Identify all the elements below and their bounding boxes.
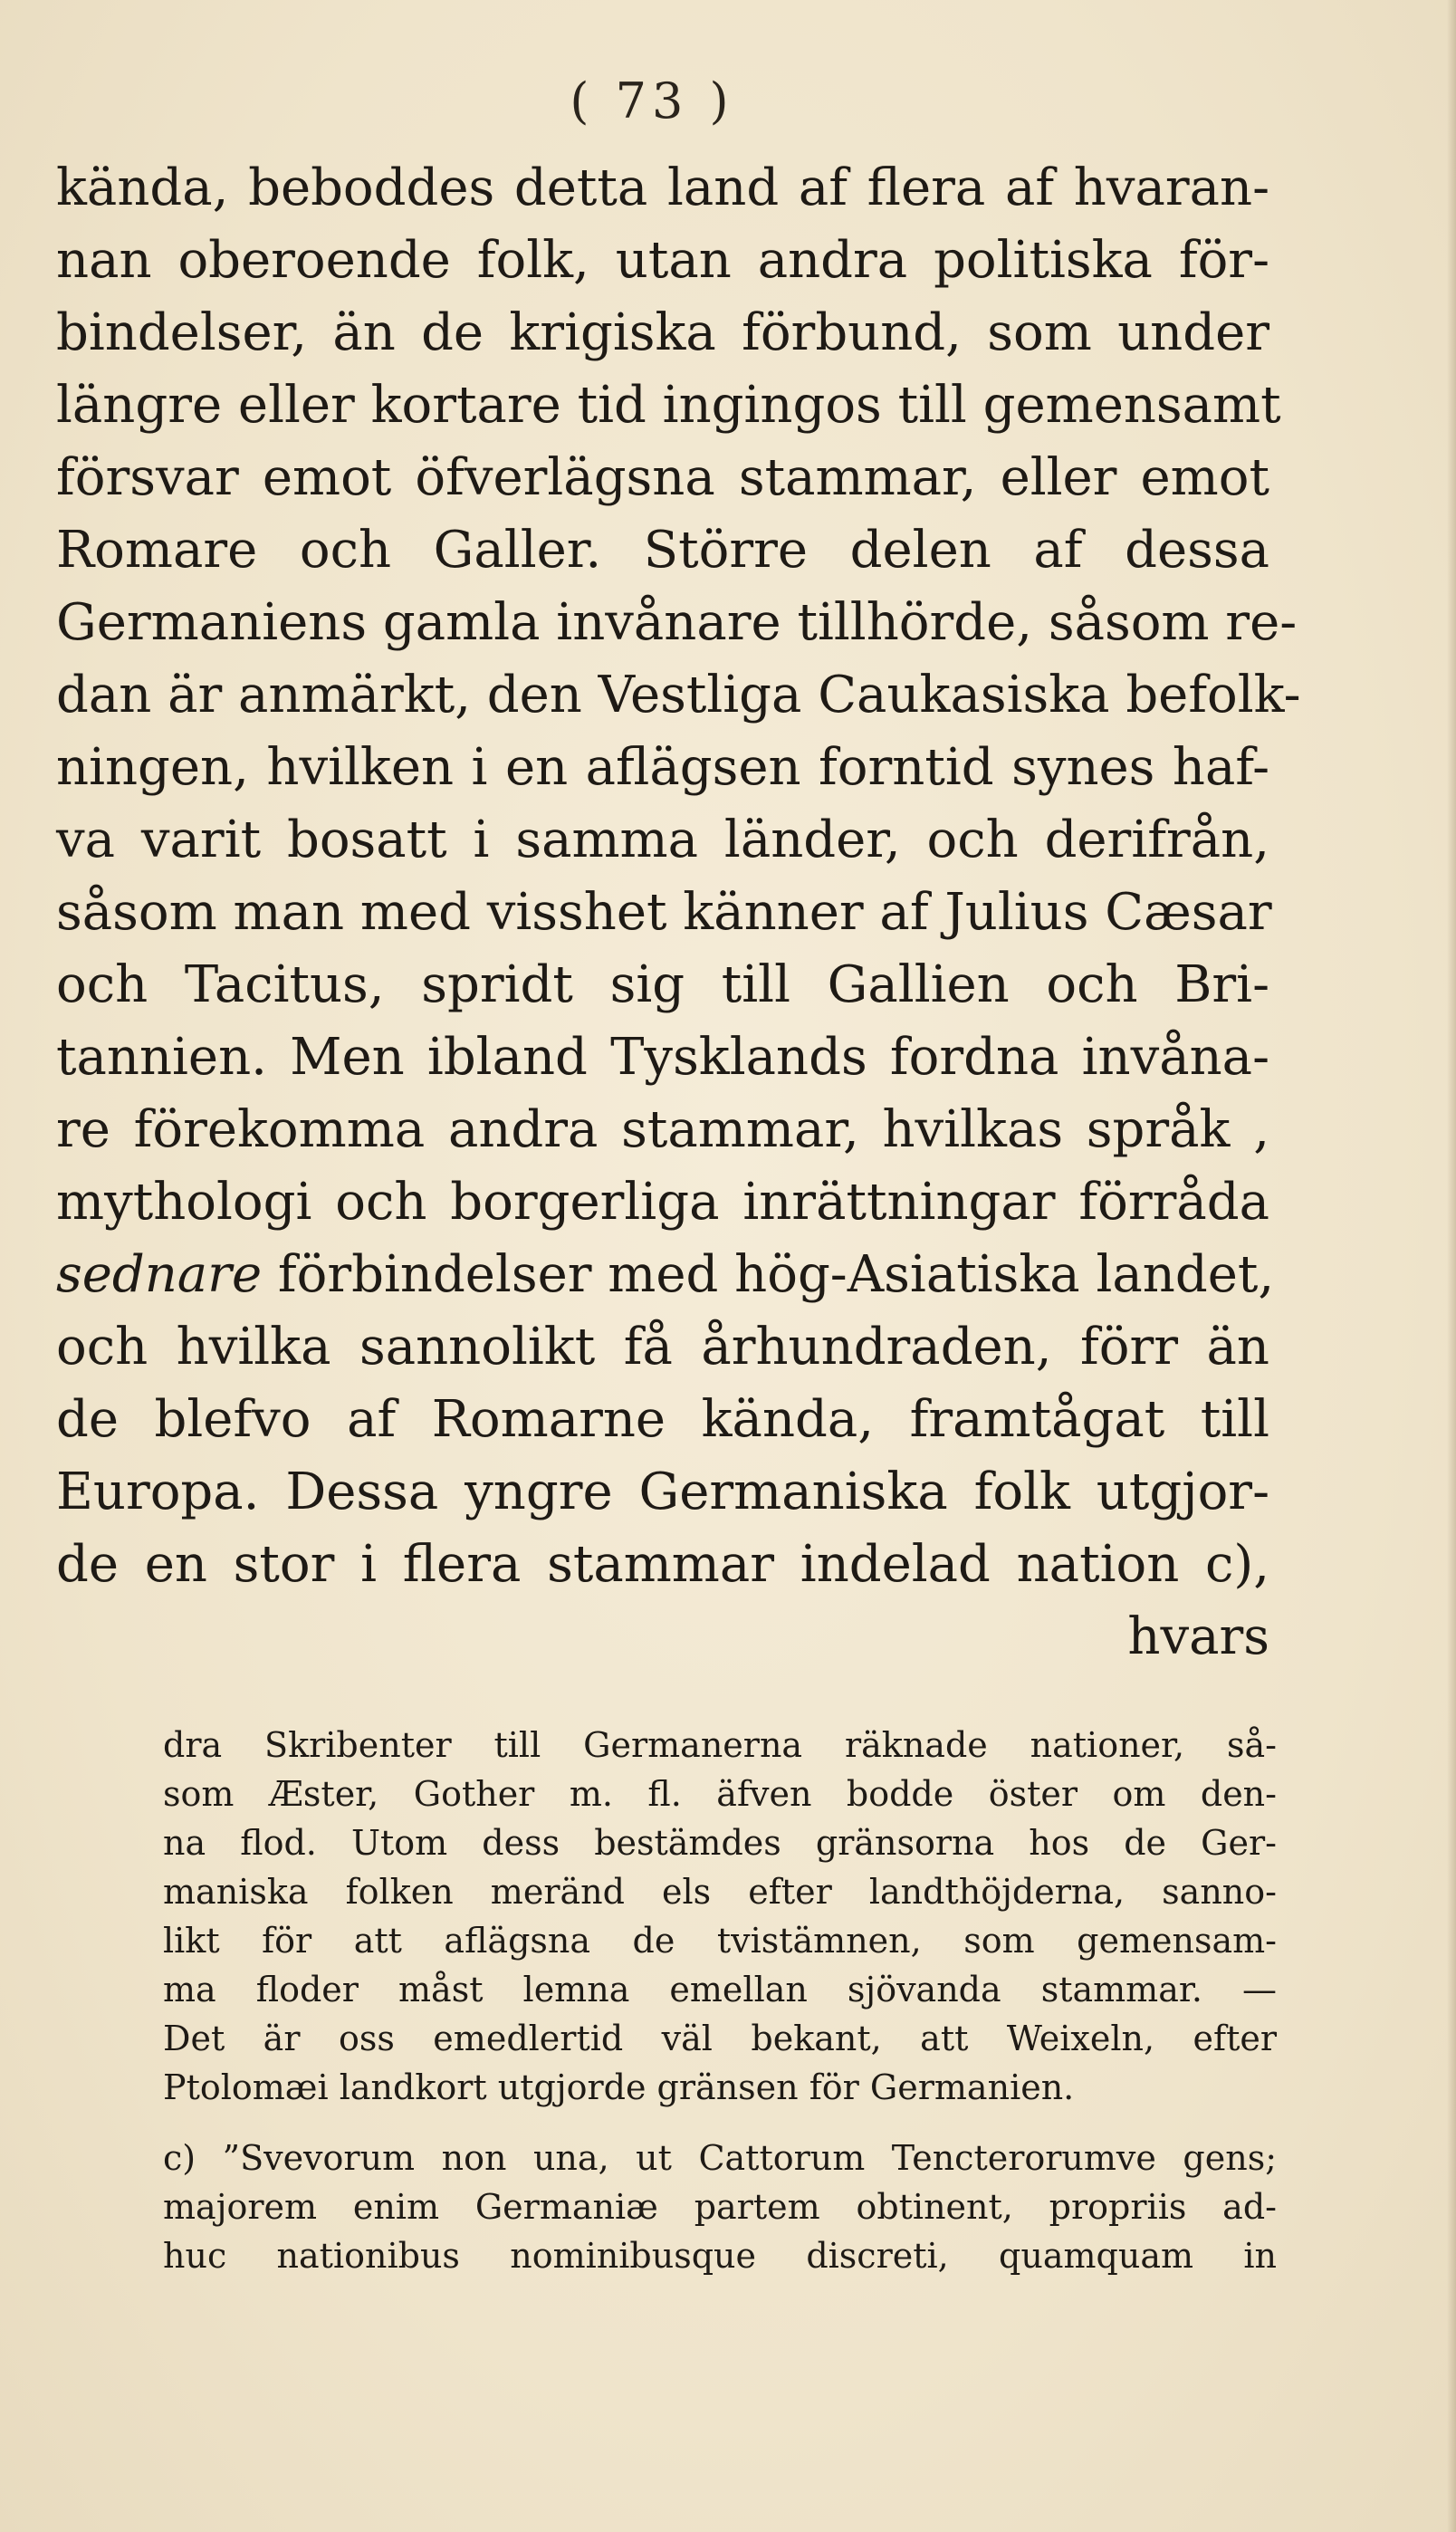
page-number: ( 73 ) <box>570 72 734 129</box>
text-line: tannien. Men ibland Tysklands fordna invåna- <box>56 1028 1269 1087</box>
footnotes-block <box>163 1721 1277 2280</box>
text-line: och Tacitus, spridt sig till Gallien och Bri- <box>56 955 1269 1014</box>
text-line: kända, beboddes detta land af flera af hvaran- <box>56 158 1269 217</box>
text-line: re förekomma andra stammar, hvilkas språk , <box>56 1100 1269 1159</box>
footnote-line: som Æster, Gother m. fl. äfven bodde öster om den- <box>163 1774 1277 1814</box>
footnote-line: ma floder måst lemna emellan sjövanda stammar. — <box>163 1970 1277 2009</box>
text-line: nan oberoende folk, utan andra politiska för- <box>56 231 1269 290</box>
footnote-line: na flod. Utom dess bestämdes gränsorna hos de Ger- <box>163 1823 1277 1863</box>
footnote-line: dra Skribenter till Germanerna räknade nationer, så- <box>163 1725 1277 1765</box>
text-line: Europa. Dessa yngre Germaniska folk utgjor- <box>56 1463 1269 1521</box>
text-line: de en stor i flera stammar indelad nation c), <box>56 1535 1269 1594</box>
text-line: bindelser, än de krigiska förbund, som under <box>56 303 1269 362</box>
footnote-line: maniska folken meränd els efter landthöjderna, sanno- <box>163 1872 1277 1912</box>
text-line: försvar emot öfverlägsna stammar, eller emot <box>56 448 1269 507</box>
text-line: ningen, hvilken i en aflägsen forntid synes haf- <box>56 738 1269 797</box>
footnote-line: Ptolomæi landkort utgjorde gränsen för Germanien. <box>163 2067 1075 2107</box>
footnote-line: Det är oss emedlertid väl bekant, att Weixeln, efter <box>163 2019 1277 2058</box>
text-line: och hvilka sannolikt få århundraden, förr än <box>56 1318 1269 1376</box>
footnote-c-line: huc nationibus nominibusque discreti, quamquam in <box>163 2236 1277 2276</box>
text-line: de blefvo af Romarne kända, framtågat till <box>56 1390 1269 1449</box>
text-line: längre eller kortare tid ingingos till gemensamt <box>56 376 1281 435</box>
catchword: hvars <box>1127 1607 1269 1666</box>
text-line-rest: förbindelser med hög-Asiatiska landet, <box>277 1245 1275 1304</box>
text-line: va varit bosatt i samma länder, och derifrån, <box>56 810 1269 869</box>
text-line: såsom man med visshet känner af Julius Cæsar <box>56 883 1272 942</box>
main-text-block <box>56 152 1301 1674</box>
text-line-with-italic <box>56 1239 1275 1311</box>
text-line: Romare och Galler. Större delen af dessa <box>56 521 1269 580</box>
page-edge-shadow <box>1447 0 1456 2532</box>
text-line: mythologi och borgerliga inrättningar förråda <box>56 1173 1269 1232</box>
italic-word: sednare <box>56 1245 263 1304</box>
footnote-line: likt för att aflägsna de tvistämnen, som gemensam- <box>163 1921 1277 1961</box>
footnote-c-line: c) ”Svevorum non una, ut Cattorum Tencterorumve gens; <box>163 2138 1277 2178</box>
text-line: dan är anmärkt, den Vestliga Caukasiska befolk- <box>56 666 1301 724</box>
footnote-c-line: majorem enim Germaniæ partem obtinent, propriis ad- <box>163 2187 1277 2227</box>
text-line: Germaniens gamla invånare tillhörde, såsom re- <box>56 593 1298 652</box>
